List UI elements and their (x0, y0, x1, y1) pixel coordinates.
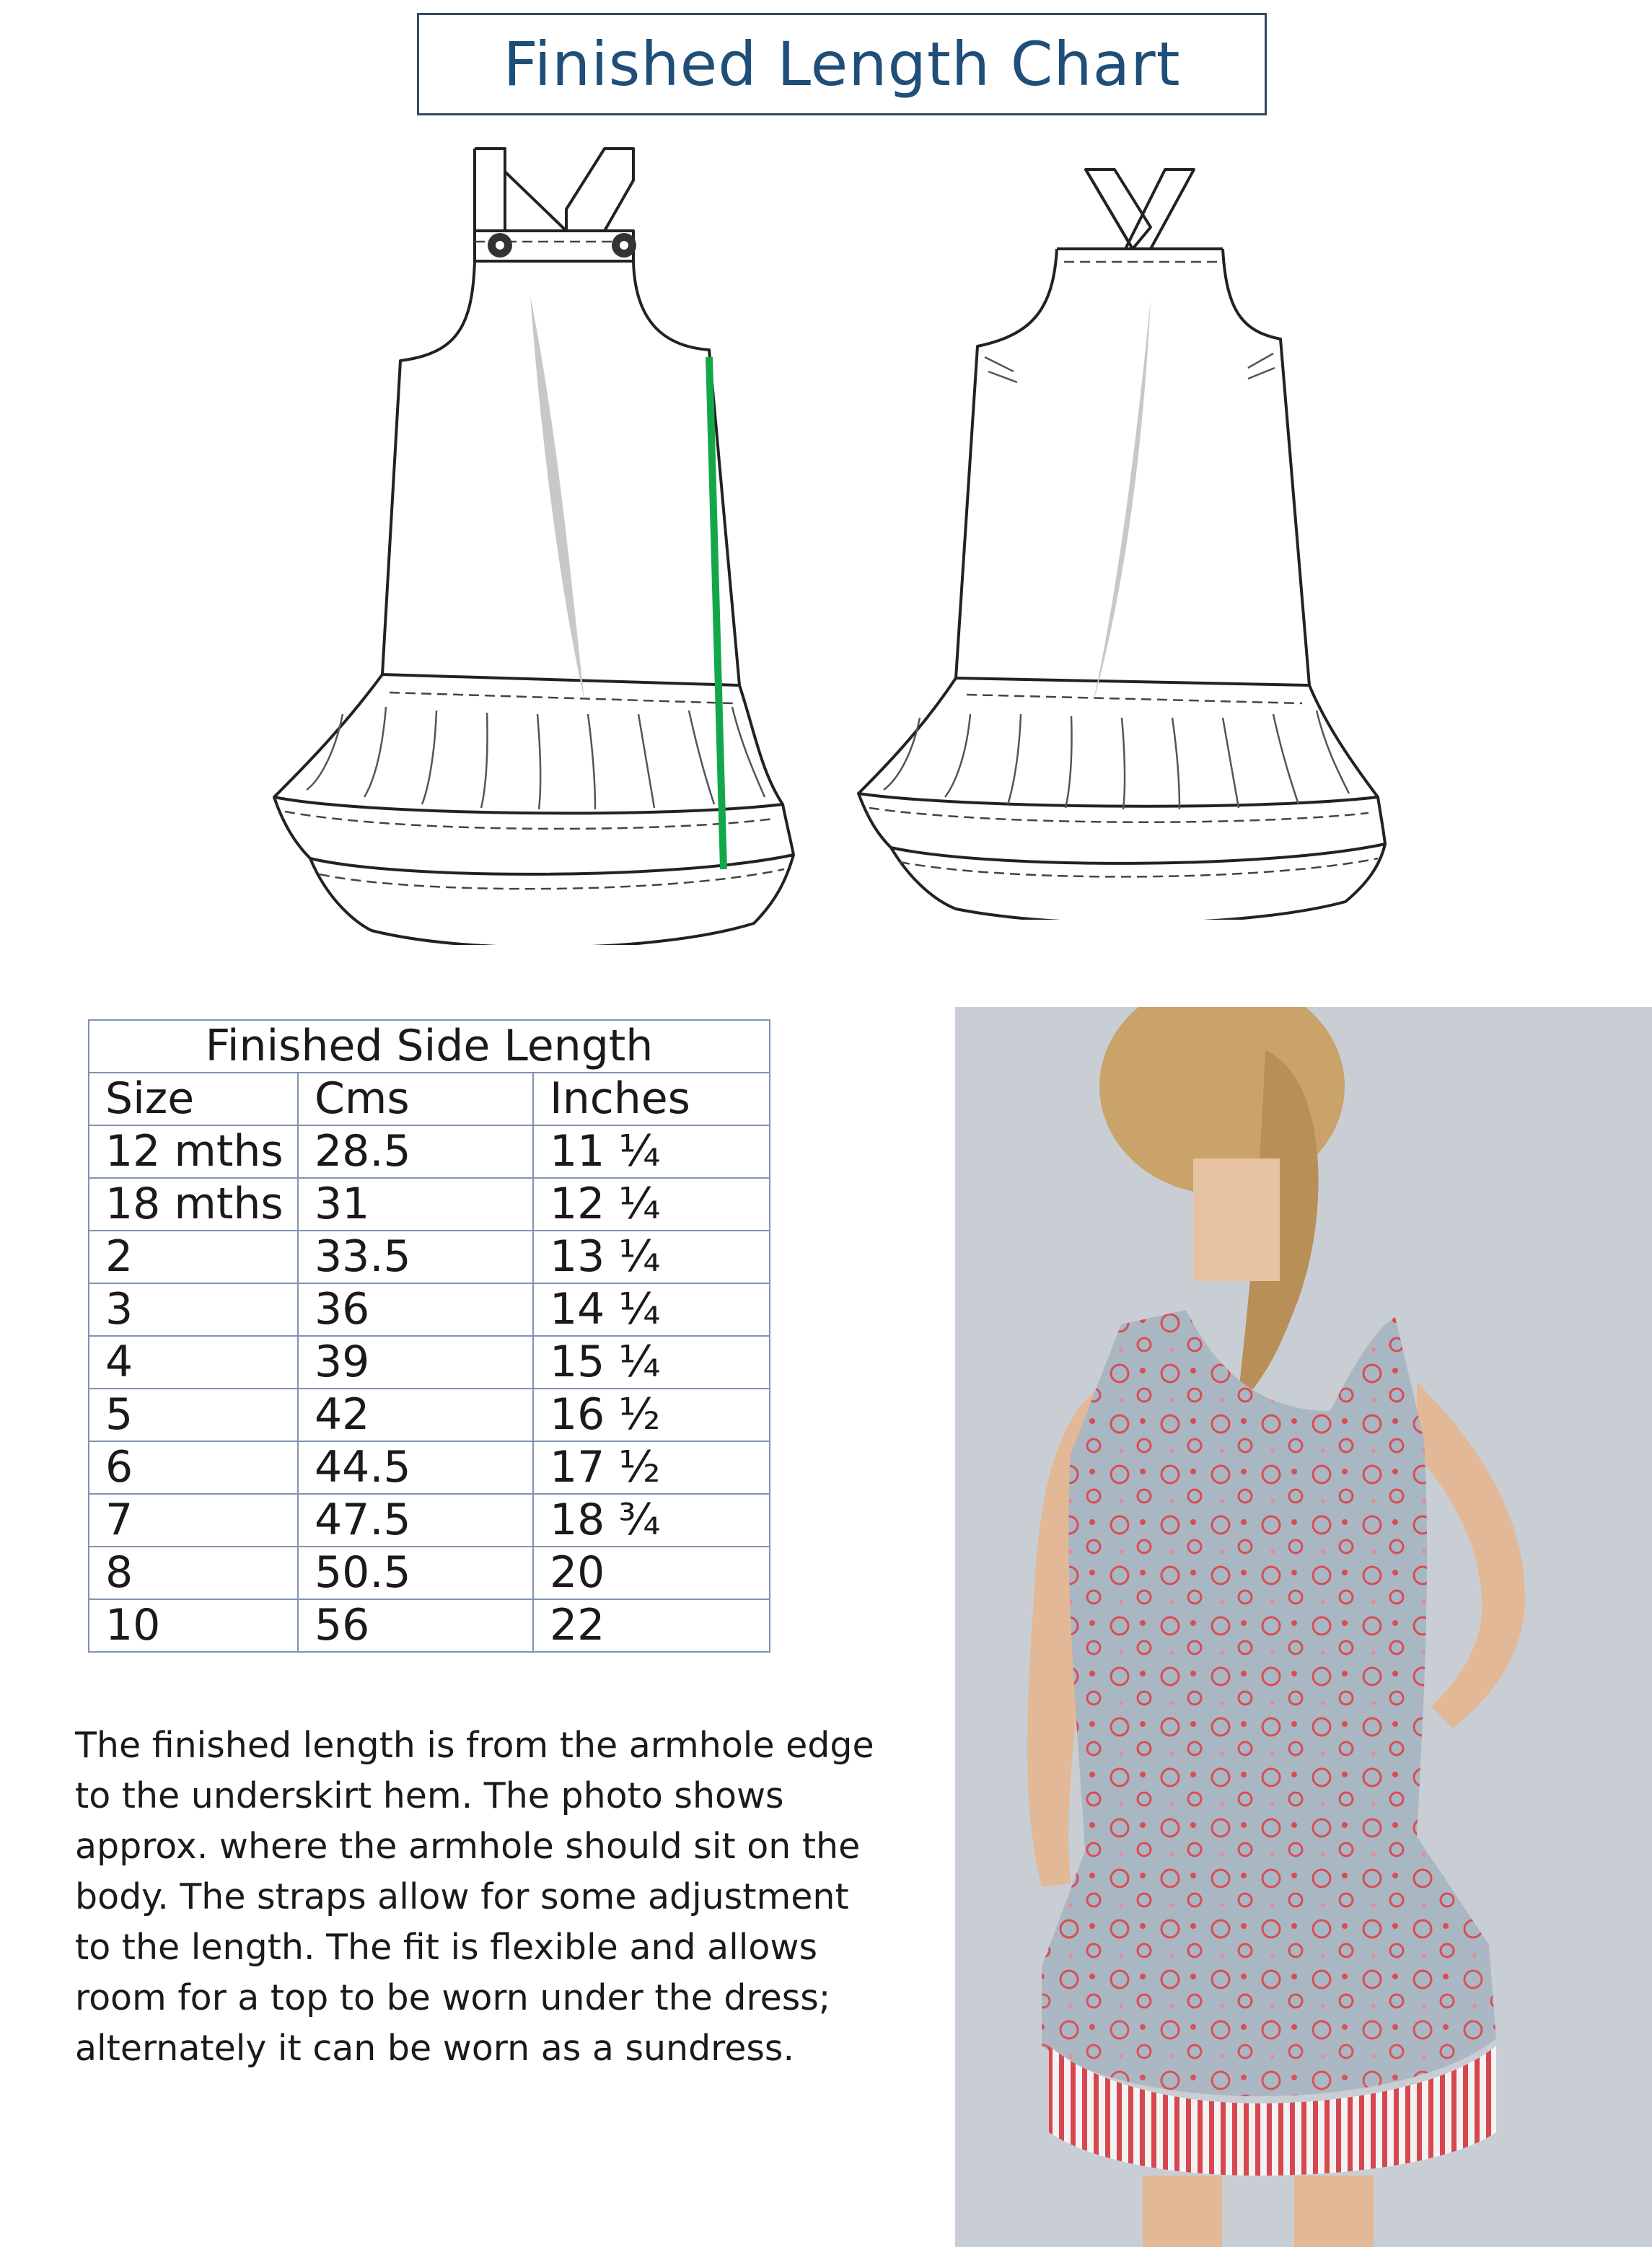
cell-cms: 36 (298, 1283, 533, 1336)
table-caption-row (89, 1020, 770, 1073)
cell-cms: 39 (298, 1336, 533, 1389)
cell-inches: 11 ¼ (533, 1125, 770, 1178)
cell-size: 4 (89, 1336, 298, 1389)
cell-inches: 20 (533, 1547, 770, 1599)
cell-inches: 16 ½ (533, 1389, 770, 1441)
cell-size: 12 mths (89, 1125, 298, 1178)
cell-inches: 15 ¼ (533, 1336, 770, 1389)
header-inches: Inches (533, 1073, 770, 1125)
header-size: Size (89, 1073, 298, 1125)
cell-size: 7 (89, 1494, 298, 1547)
cell-cms: 31 (298, 1178, 533, 1231)
table-row (89, 1231, 770, 1283)
cell-cms: 56 (298, 1599, 533, 1652)
table-row (89, 1336, 770, 1389)
fit-note-paragraph: The finished length is from the armhole edge to the underskirt hem. The photo shows approx. where the armhole should sit on the body. The straps allow for some adjustment to the length. The fit is flexible and allows room for a top to be worn under the dress; alternately it can be worn as a sundress. (75, 1725, 874, 2069)
cell-cms: 44.5 (298, 1441, 533, 1494)
table-row (89, 1125, 770, 1178)
dress-back-sketch (848, 155, 1396, 920)
table-row (89, 1178, 770, 1231)
cell-inches: 14 ¼ (533, 1283, 770, 1336)
table-row (89, 1599, 770, 1652)
title-box (417, 13, 1267, 115)
table-caption: Finished Side Length (89, 1020, 770, 1073)
cell-size: 3 (89, 1283, 298, 1336)
finished-length-table (88, 1019, 770, 1653)
cell-inches: 13 ¼ (533, 1231, 770, 1283)
cell-cms: 28.5 (298, 1125, 533, 1178)
page-title: Finished Length Chart (503, 29, 1181, 100)
cell-size: 6 (89, 1441, 298, 1494)
cell-cms: 33.5 (298, 1231, 533, 1283)
table-header-row (89, 1073, 770, 1125)
table-row (89, 1389, 770, 1441)
table-row (89, 1283, 770, 1336)
cell-size: 2 (89, 1231, 298, 1283)
cell-inches: 17 ½ (533, 1441, 770, 1494)
cell-inches: 12 ¼ (533, 1178, 770, 1231)
cell-size: 8 (89, 1547, 298, 1599)
cell-inches: 18 ¾ (533, 1494, 770, 1547)
cell-cms: 42 (298, 1389, 533, 1441)
cell-cms: 50.5 (298, 1547, 533, 1599)
cell-inches: 22 (533, 1599, 770, 1652)
table-row (89, 1441, 770, 1494)
model-photo (955, 1007, 1652, 2247)
cell-size: 10 (89, 1599, 298, 1652)
cell-cms: 47.5 (298, 1494, 533, 1547)
header-cms: Cms (298, 1073, 533, 1125)
table-row (89, 1494, 770, 1547)
cell-size: 18 mths (89, 1178, 298, 1231)
dress-front-sketch (256, 137, 804, 945)
model-photo-illustration (955, 1007, 1652, 2247)
cell-size: 5 (89, 1389, 298, 1441)
table-row (89, 1547, 770, 1599)
